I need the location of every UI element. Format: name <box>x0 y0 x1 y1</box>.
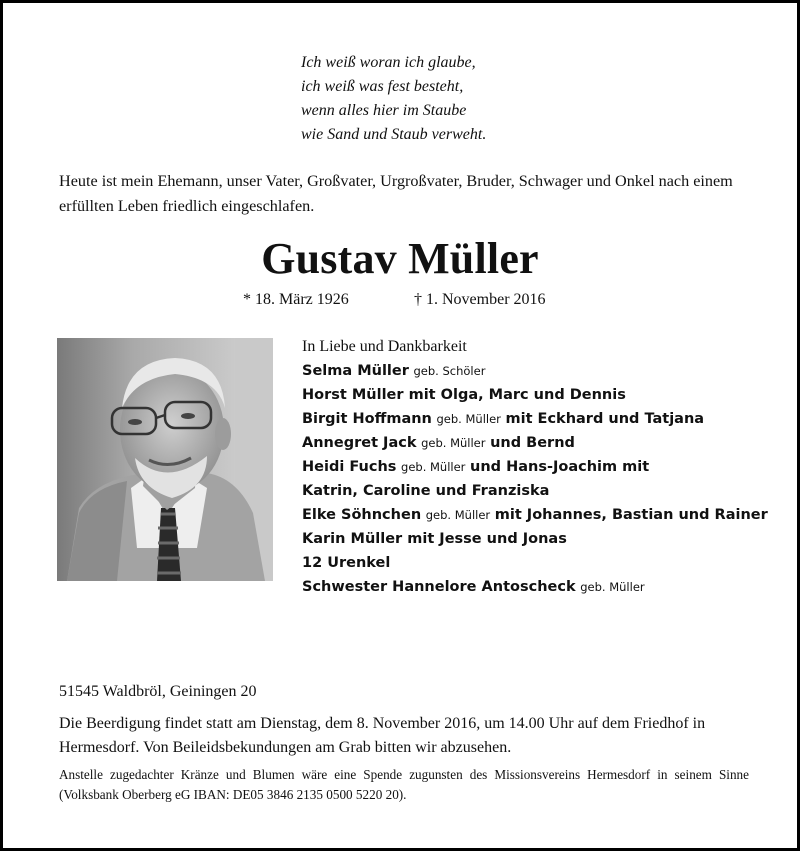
family-line: Katrin, Caroline und Franziska <box>302 483 550 499</box>
family-line: Karin Müller mit Jesse und Jonas <box>302 531 567 547</box>
family-note: geb. Müller <box>436 412 501 426</box>
family-note: geb. Müller <box>425 508 491 522</box>
death-date: † 1. November 2016 <box>414 291 546 308</box>
family-line <box>302 359 768 383</box>
family-list <box>302 335 768 599</box>
poem-line: wie Sand und Staub verweht. <box>301 126 487 143</box>
address: 51545 Waldbröl, Geiningen 20 <box>59 683 257 700</box>
family-note: geb. Schöler <box>413 364 486 378</box>
birth-date: * 18. März 1926 <box>243 291 349 308</box>
poem-line: Ich weiß woran ich glaube, <box>301 54 476 71</box>
family-member: Birgit Hoffmann <box>302 411 432 427</box>
family-member: Heidi Fuchs <box>302 459 397 475</box>
family-lead: In Liebe und Dankbarkeit <box>302 338 467 355</box>
family-line <box>302 431 768 455</box>
family-member: Elke Söhnchen <box>302 507 422 523</box>
family-rest: und Hans-Joachim mit <box>470 459 650 475</box>
poem-line: ich weiß was fest besteht, <box>301 78 464 95</box>
family-member: Schwester Hannelore Antoscheck <box>302 579 576 595</box>
family-line <box>302 455 768 479</box>
family-note: geb. Müller <box>580 580 645 594</box>
family-line <box>302 575 768 599</box>
funeral-info: Die Beerdigung findet statt am Dienstag, dem 8. November 2016, um 14.00 Uhr auf dem Friedhof in Hermesdorf. Von Beileidsbekundungen am Grab bitten wir abzusehen. <box>59 715 706 756</box>
family-line: 12 Urenkel <box>302 555 391 571</box>
donation-info: Anstelle zugedachter Kränze und Blumen wäre eine Spende zugunsten des Missionsvereins Hermesdorf in seinem Sinne (Volksbank Oberberg eG IBAN: DE05 3846 2135 0500 5220 20). <box>59 767 749 802</box>
poem <box>301 51 486 147</box>
family-member: Selma Müller <box>302 363 409 379</box>
family-note: geb. Müller <box>421 436 486 450</box>
family-line <box>302 503 768 527</box>
intro-text: Heute ist mein Ehemann, unser Vater, Großvater, Urgroßvater, Bruder, Schwager und Onkel nach einem erfüllten Leben friedlich eingeschlafen. <box>59 172 733 215</box>
family-rest: mit Johannes, Bastian und Rainer <box>494 507 768 523</box>
portrait-illustration <box>57 338 273 581</box>
deceased-name: Gustav Müller <box>261 234 539 283</box>
portrait-photo <box>57 338 273 581</box>
family-line: Horst Müller mit Olga, Marc und Dennis <box>302 387 626 403</box>
poem-line: wenn alles hier im Staube <box>301 102 467 119</box>
family-rest: mit Eckhard und Tatjana <box>505 411 705 427</box>
family-line <box>302 407 768 431</box>
family-note: geb. Müller <box>401 460 466 474</box>
family-rest: und Bernd <box>490 435 575 451</box>
family-member: Annegret Jack <box>302 435 417 451</box>
